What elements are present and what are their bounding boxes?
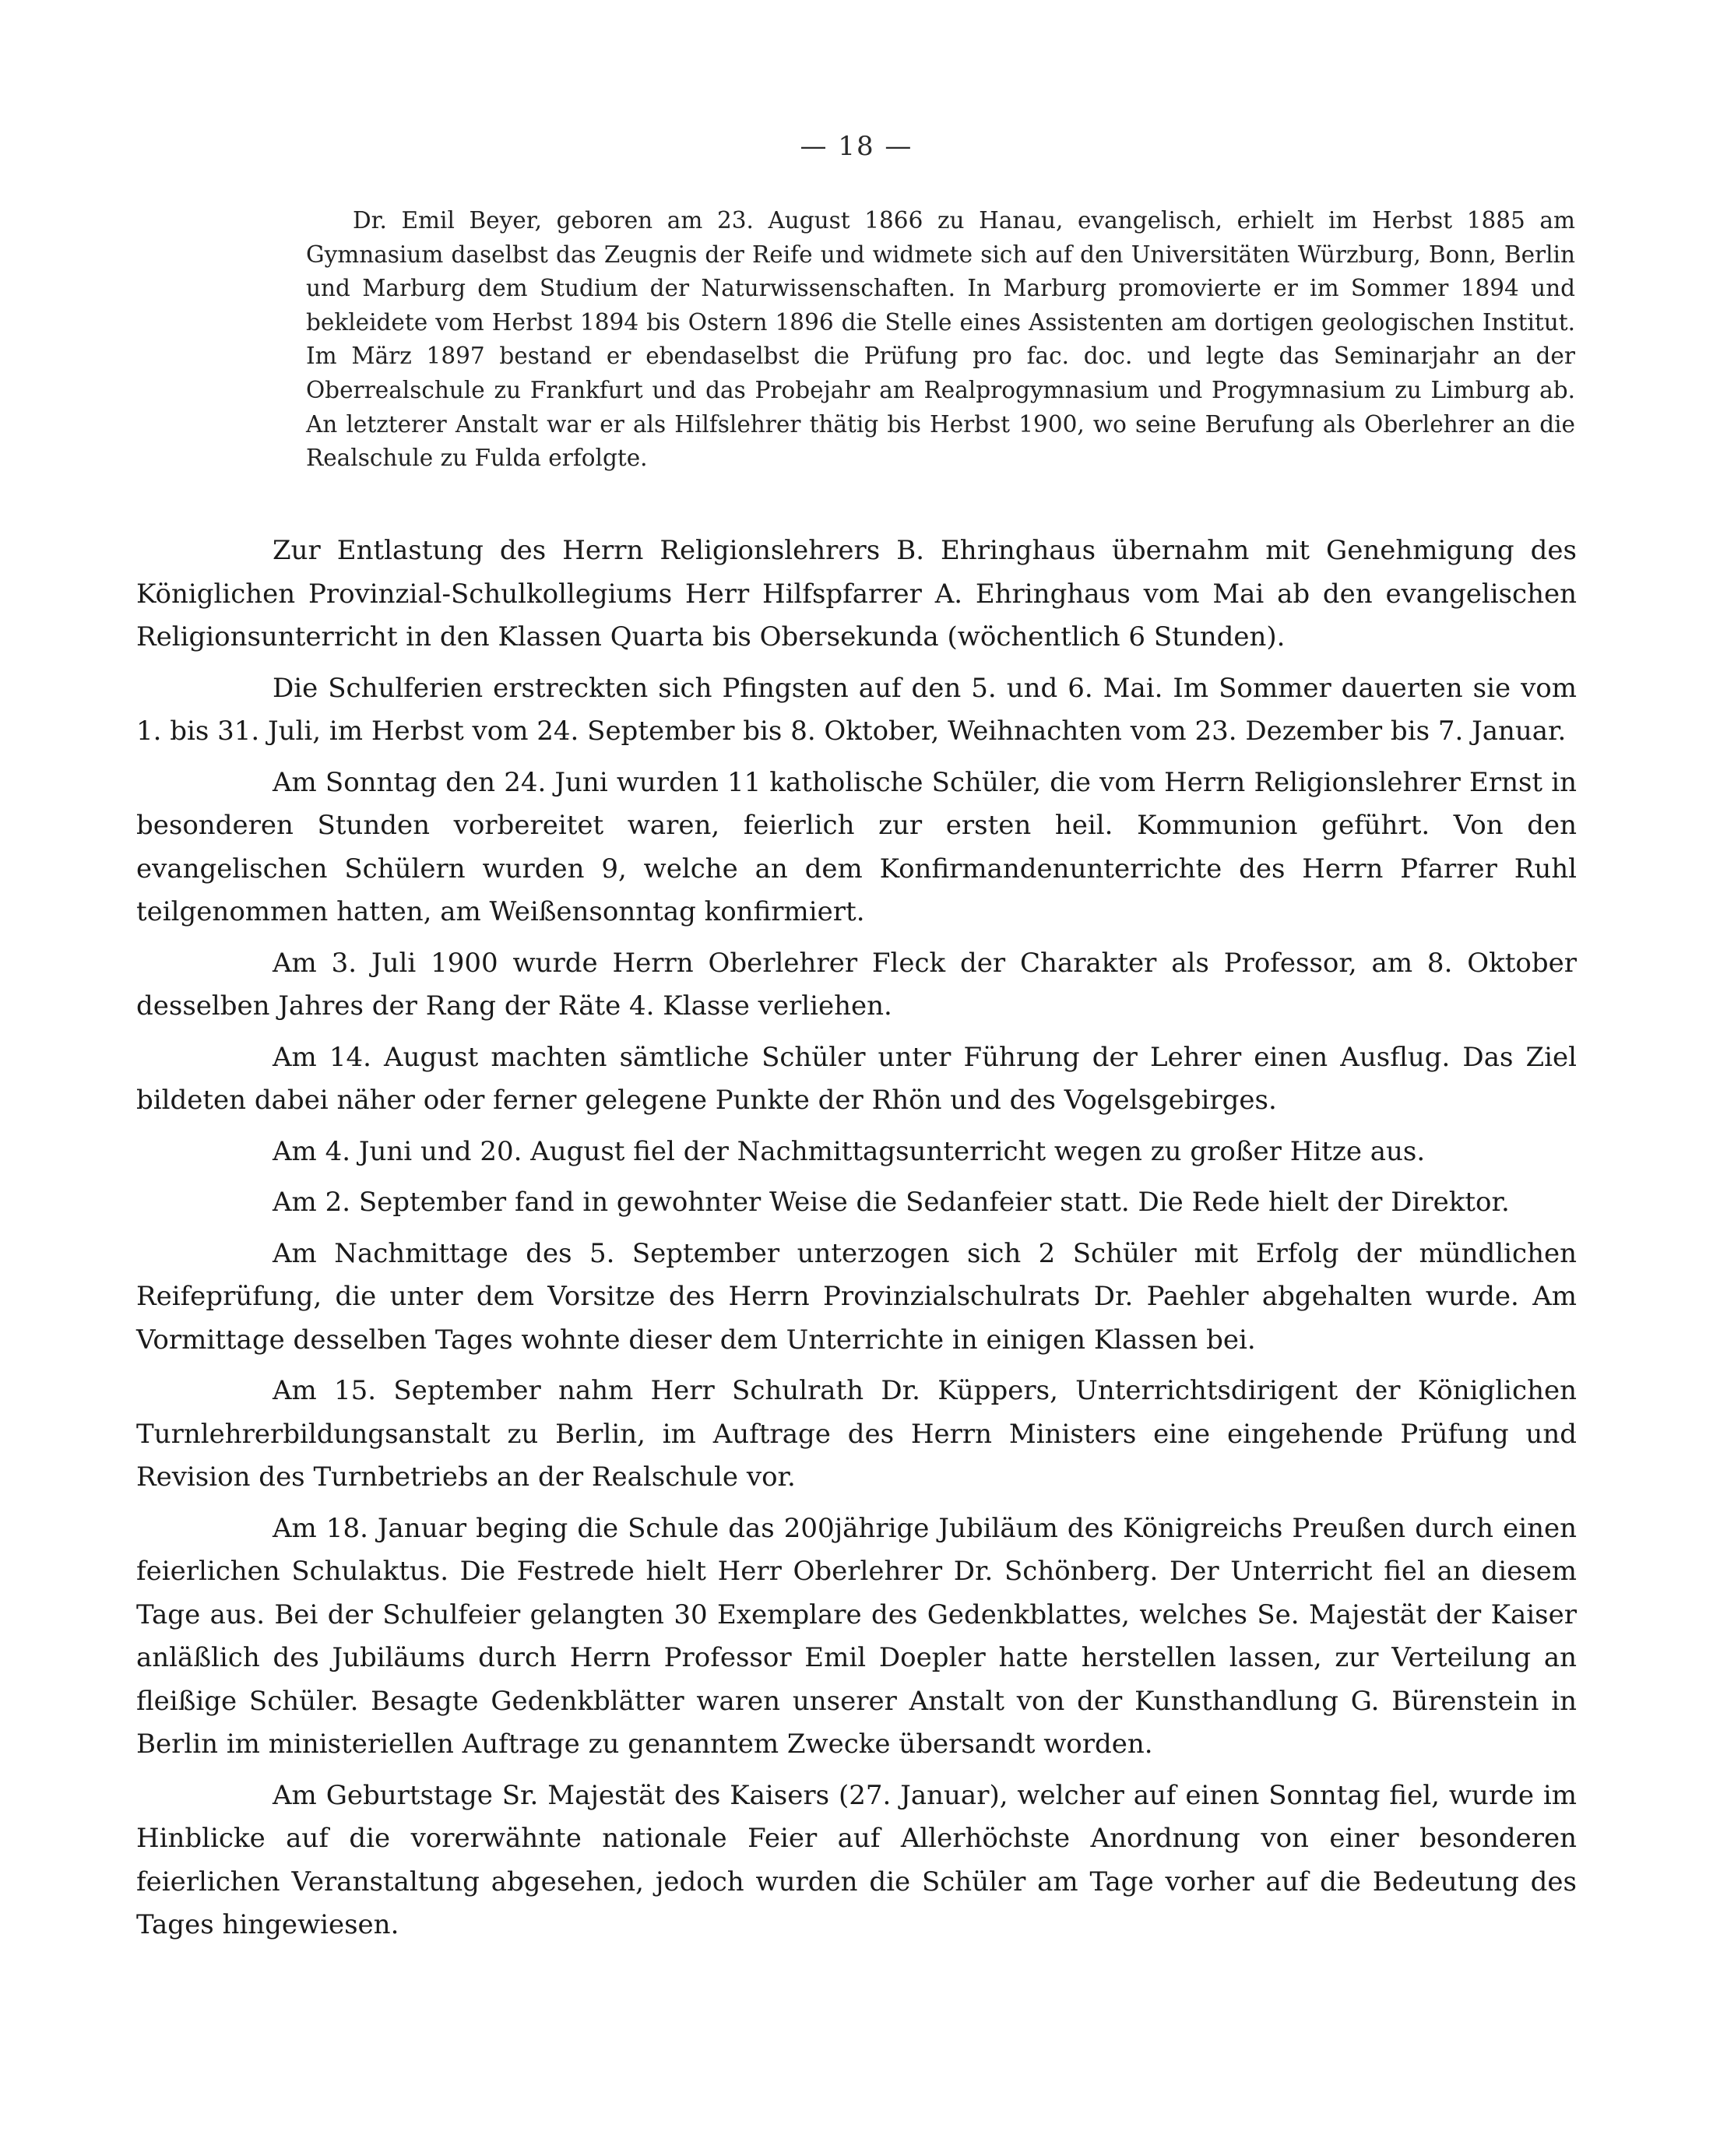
- paragraph-gym-inspection: Am 15. September nahm Herr Schulrath Dr. Küppers, Unterrichtsdirigent der Königlichen Turnlehrerbildungsanstalt zu Berlin, im Auftrage des Herrn Ministers eine eingehende Prüfung und Revision des Turnbetriebs an der Realschule vor.: [136, 1375, 1577, 1493]
- paragraph-heat-holiday: Am 4. Juni und 20. August fiel der Nachmittagsunterricht wegen zu großer Hitze aus.: [273, 1135, 1426, 1167]
- paragraph-prussia-jubilee: Am 18. Januar beging die Schule das 200jährige Jubiläum des Königreichs Preußen durch einen feierlichen Schulaktus. Die Festrede hielt Herr Oberlehrer Dr. Schönberg. Der Unterricht fiel an diesem Tage aus. Bei der Schulfeier gelangten 30 Exemplare des Gedenkblattes, welches Se. Majestät der Kaiser anläßlich des Jubiläums durch Herrn Professor Emil Doepler hatte herstellen lassen, zur Verteilung an fleißige Schüler. Besagte Gedenkblätter waren unserer Anstalt von der Kunsthandlung G. Bürenstein in Berlin im ministeriellen Auftrage zu genanntem Zwecke übersandt worden.: [136, 1512, 1577, 1760]
- page-number: — 18 —: [800, 131, 913, 162]
- paragraph-communion-confirmation: Am Sonntag den 24. Juni wurden 11 katholische Schüler, die vom Herrn Religionslehrer Ernst in besonderen Stunden vorbereitet waren, feierlich zur ersten heil. Kommunion geführt. Von den evangelischen Schülern wurden 9, welche an dem Konfirmandenunterrichte des Herrn Pfarrer Ruhl teilgenommen hatten, am Weißensonntag konfirmiert.: [136, 766, 1577, 927]
- paragraph-emperor-birthday: Am Geburtstage Sr. Majestät des Kaisers (27. Januar), welcher auf einen Sonntag fiel, wurde im Hinblicke auf die vorerwähnte nationale Feier auf Allerhöchste Anordnung von einer besonderen feierlichen Veranstaltung abgesehen, jedoch wurden die Schüler am Tage vorher auf die Bedeutung des Tages hingewiesen.: [136, 1779, 1577, 1940]
- paragraph-religion-teaching: Zur Entlastung des Herrn Religionslehrers B. Ehringhaus übernahm mit Genehmigung des Königlichen Provinzial-Schulkollegiums Herr Hilfspfarrer A. Ehringhaus vom Mai ab den evangelischen Religionsunterricht in den Klassen Quarta bis Obersekunda (wöchentlich 6 Stunden).: [136, 535, 1577, 652]
- paragraph-school-holidays: Die Schulferien erstreckten sich Pfingsten auf den 5. und 6. Mai. Im Sommer dauerten sie vom 1. bis 31. Juli, im Herbst vom 24. September bis 8. Oktober, Weihnachten vom 23. Dezember bis 7. Januar.: [136, 672, 1577, 747]
- paragraph-oral-exam: Am Nachmittage des 5. September unterzogen sich 2 Schüler mit Erfolg der mündlichen Reifeprüfung, die unter dem Vorsitze des Herrn Provinzialschulrats Dr. Paehler abgehalten wurde. Am Vormittage desselben Tages wohnte dieser dem Unterrichte in einigen Klassen bei.: [136, 1237, 1577, 1356]
- paragraph-excursion: Am 14. August machten sämtliche Schüler unter Führung der Lehrer einen Ausflug. Das Ziel bildeten dabei näher oder ferner gelegene Punkte der Rhön und des Vogelsgebirges.: [136, 1041, 1577, 1116]
- paragraph-sedan-celebration: Am 2. September fand in gewohnter Weise die Sedanfeier statt. Die Rede hielt der Direktor.: [273, 1187, 1510, 1218]
- chronicle-body: [136, 529, 1577, 1955]
- teacher-biography: Dr. Emil Beyer, geboren am 23. August 1866 zu Hanau, evangelisch, erhielt im Herbst 1885 am Gymnasium daselbst das Zeugnis der Reife und widmete sich auf den Universitäten Würzburg, Bonn, Berlin und Marburg dem Studium der Naturwissenschaften. In Marburg promovierte er im Sommer 1894 und bekleidete vom Herbst 1894 bis Ostern 1896 die Stelle eines Assistenten am dortigen geologischen Institut. Im März 1897 bestand er ebendaselbst die Prüfung pro fac. doc. und legte das Seminarjahr an der Oberrealschule zu Frankfurt und das Probejahr am Realprogymnasium und Progymnasium zu Limburg ab. An letzterer Anstalt war er als Hilfslehrer thätig bis Herbst 1900, wo seine Berufung als Oberlehrer an die Realschule zu Fulda erfolgte.: [306, 207, 1575, 472]
- paragraph-professor-title: Am 3. Juli 1900 wurde Herrn Oberlehrer Fleck der Charakter als Professor, am 8. Oktober desselben Jahres der Rang der Räte 4. Klasse verliehen.: [136, 947, 1577, 1022]
